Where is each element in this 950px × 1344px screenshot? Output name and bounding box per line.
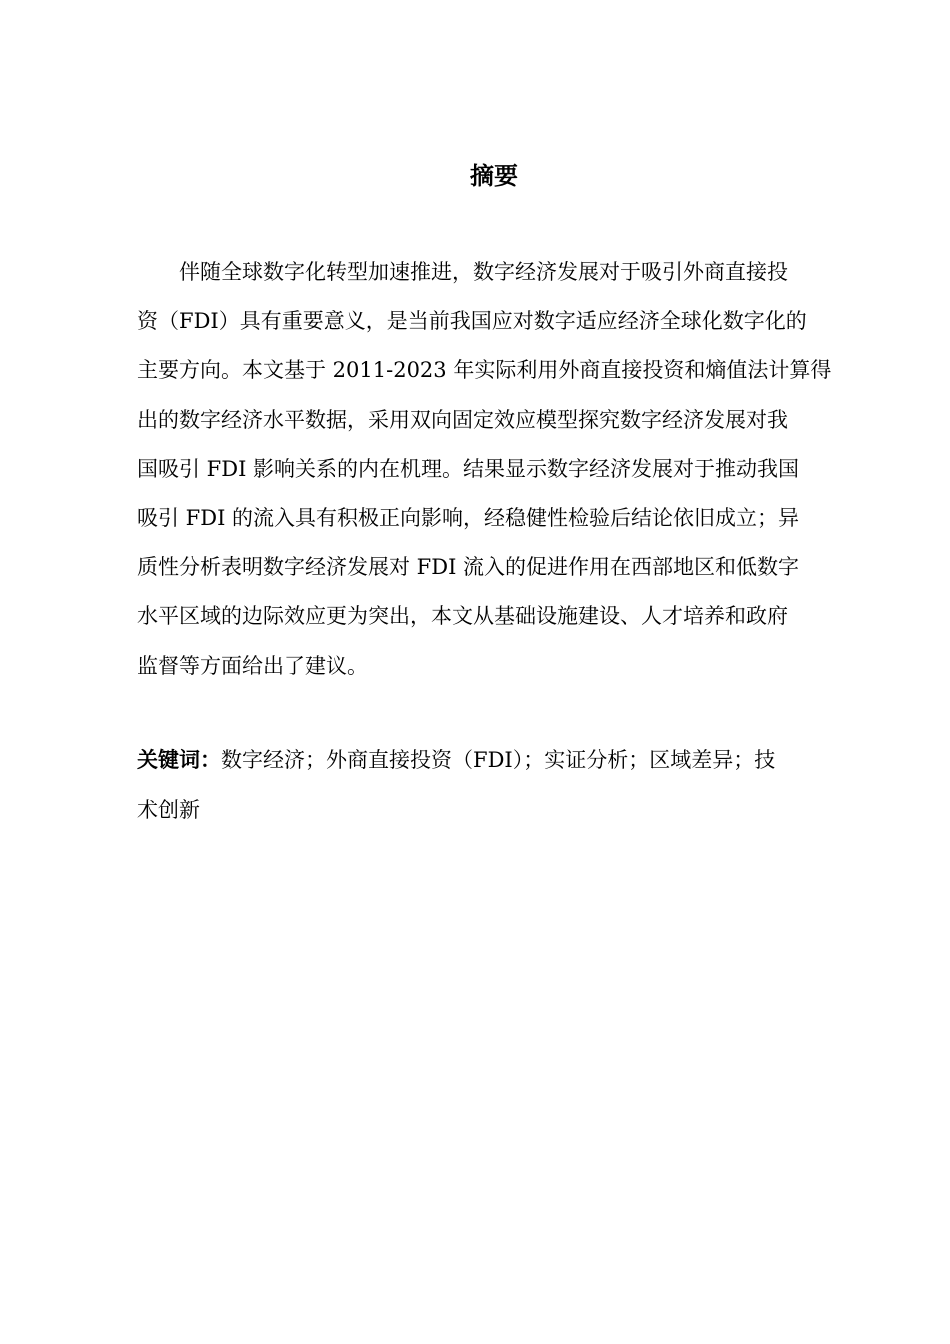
keywords-text: 数字经济；外商直接投资（FDI）；实证分析；区域差异；技 — [221, 748, 776, 772]
abstract-line: 资（FDI）具有重要意义，是当前我国应对数字适应经济全球化数字化的 — [137, 309, 807, 334]
abstract-line: 主要方向。本文基于 2011-2023 年实际利用外商直接投资和熵值法计算得 — [137, 358, 832, 383]
abstract-line: 伴随全球数字化转型加速推进，数字经济发展对于吸引外商直接投 — [179, 260, 788, 284]
keywords-text-continued: 术创新 — [137, 798, 200, 822]
abstract-line: 吸引 FDI 的流入具有积极正向影响，经稳健性检验后结论依旧成立；异 — [137, 506, 800, 531]
abstract-line: 质性分析表明数字经济发展对 FDI 流入的促进作用在西部地区和低数字 — [137, 555, 800, 580]
keywords-label: 关键词： — [137, 748, 221, 772]
page-title: 摘要 — [470, 162, 518, 190]
abstract-line: 监督等方面给出了建议。 — [137, 653, 368, 678]
keywords-line — [137, 735, 857, 785]
keywords-section — [137, 735, 857, 835]
abstract-line: 出的数字经济水平数据，采用双向固定效应模型探究数字经济发展对我 — [137, 407, 788, 432]
abstract-line: 水平区域的边际效应更为突出，本文从基础设施建设、人才培养和政府 — [137, 604, 788, 629]
abstract-paragraph — [137, 248, 837, 691]
abstract-line: 国吸引 FDI 影响关系的内在机理。结果显示数字经济发展对于推动我国 — [137, 456, 800, 481]
